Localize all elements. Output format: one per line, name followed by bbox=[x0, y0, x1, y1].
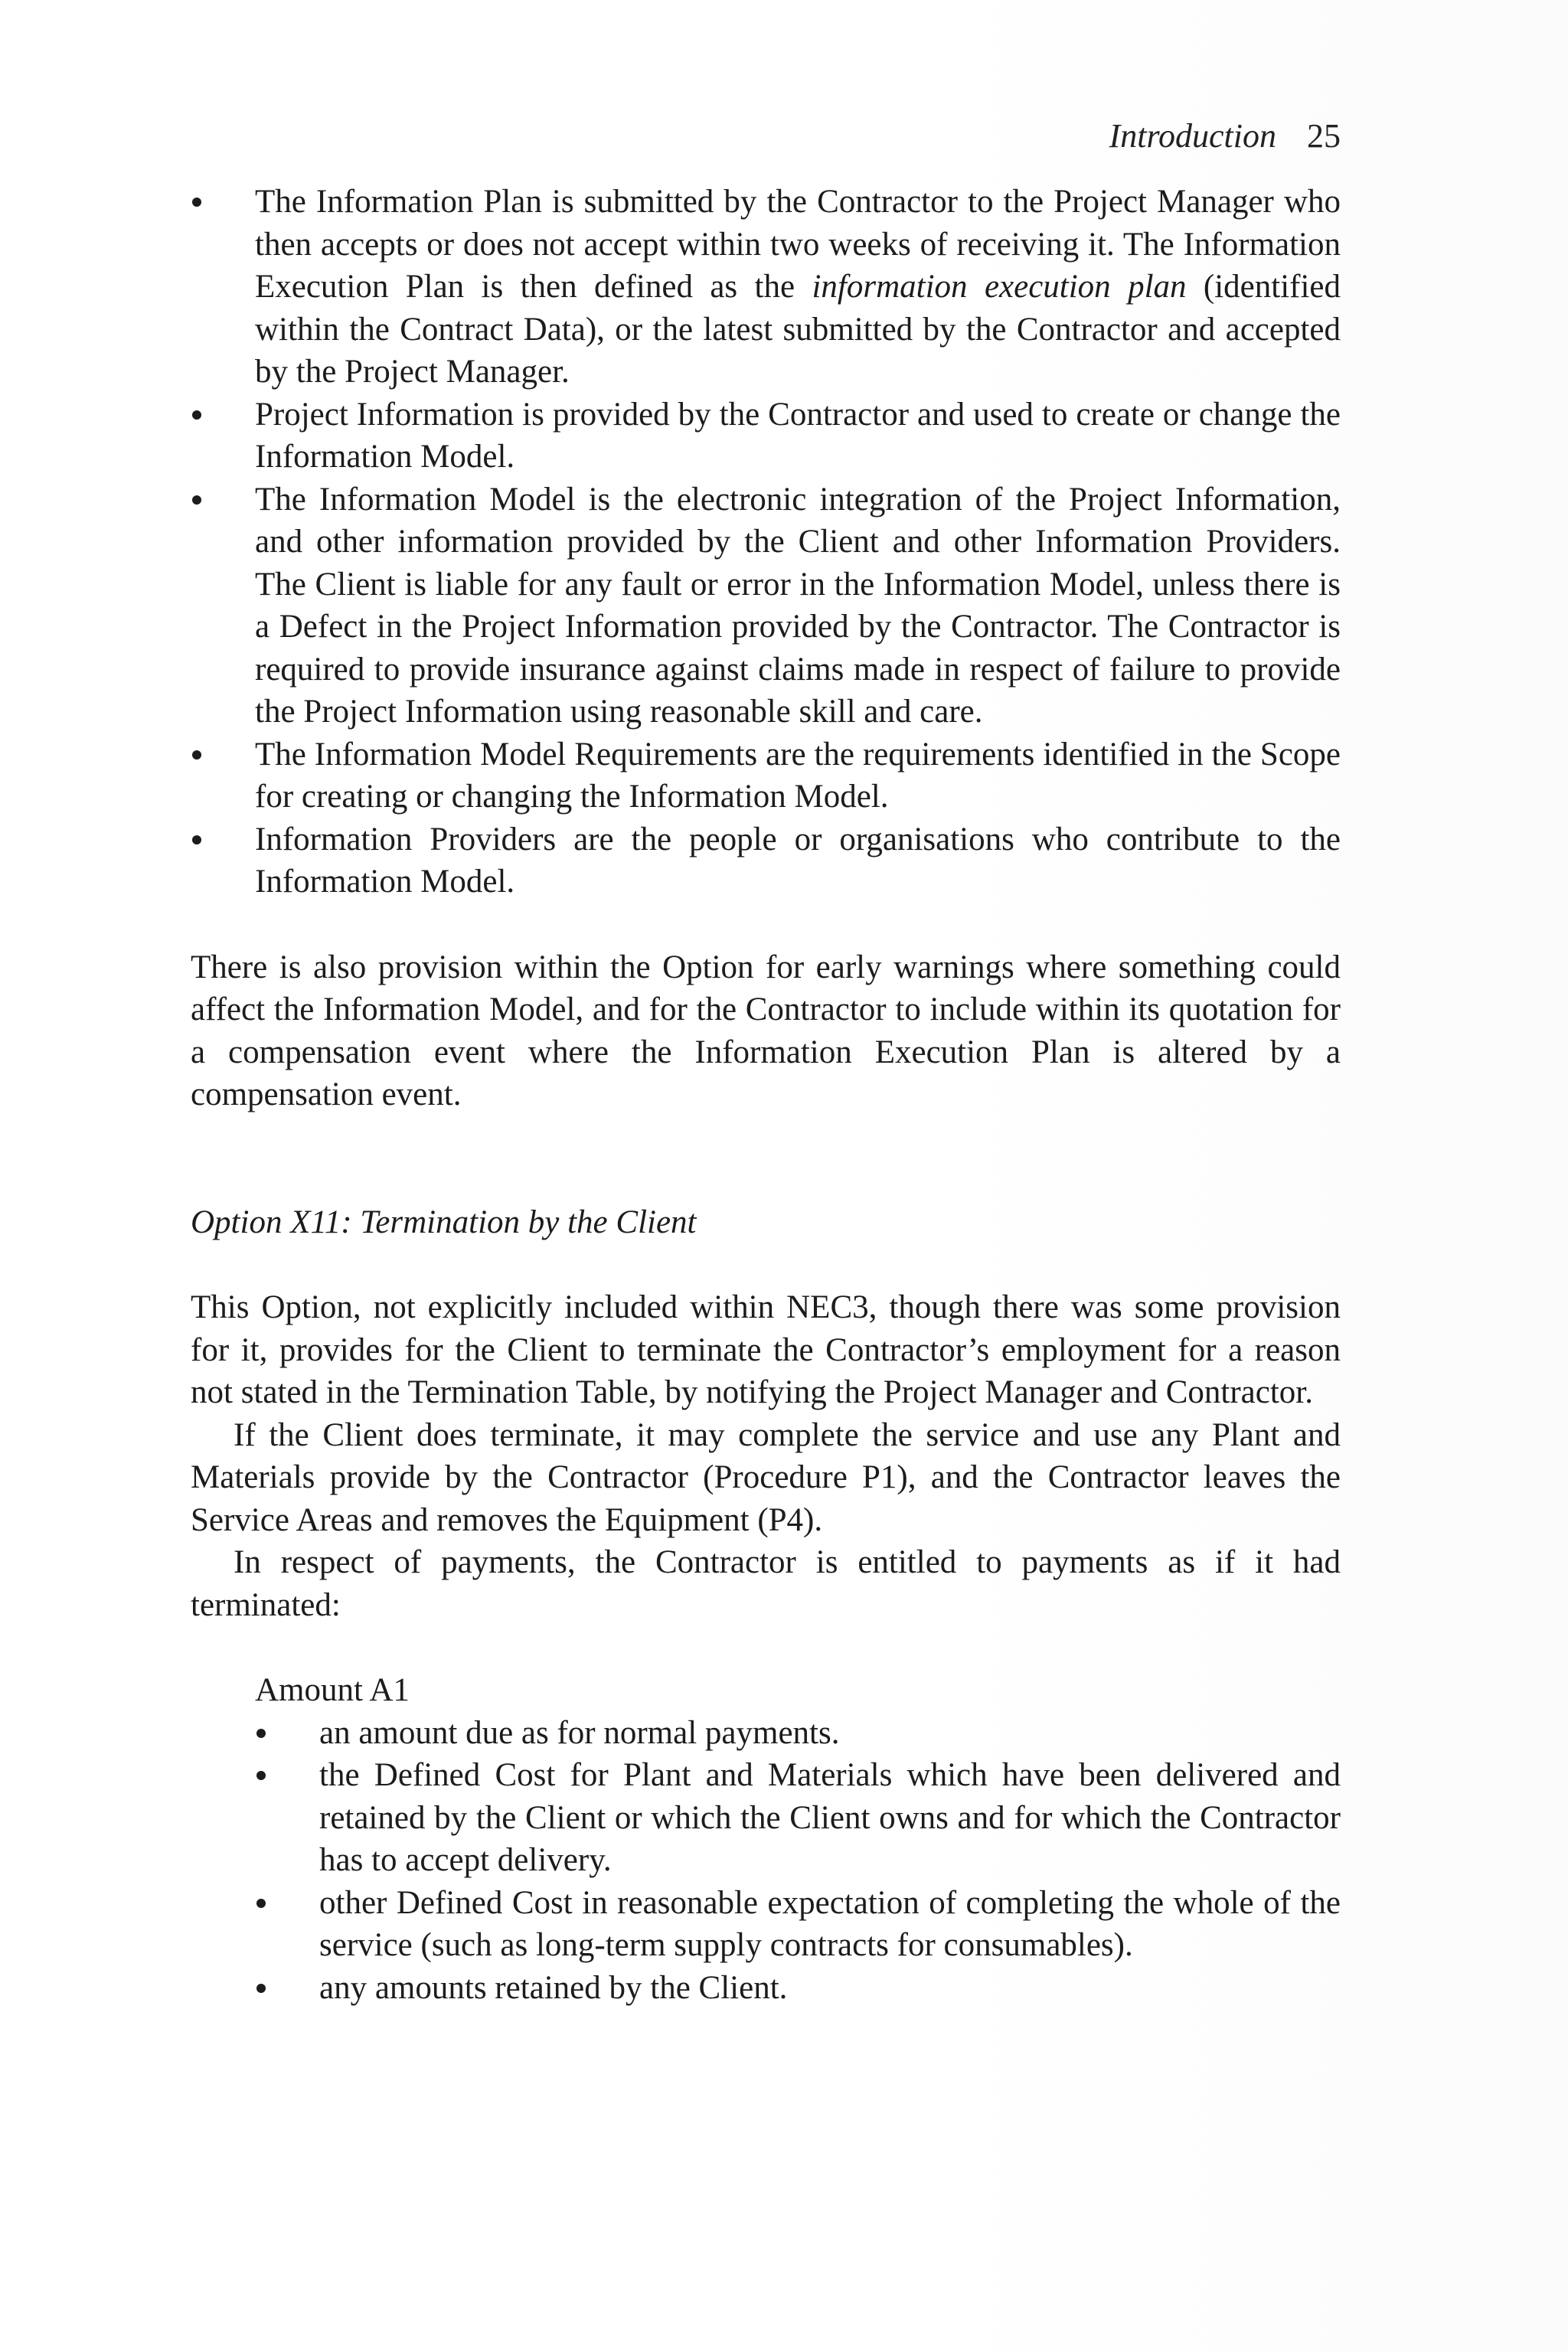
information-bullet-list bbox=[191, 181, 1341, 903]
list-item bbox=[191, 479, 1341, 733]
paragraph-provision: There is also provision within the Option for early warnings where something could affect the Information Model, and for the Contractor to include within its quotation for a compensation event where the Information Execution Plan is altered by a compensation event. bbox=[191, 949, 1341, 1112]
bullet-icon bbox=[192, 750, 201, 760]
list-item bbox=[191, 1712, 1341, 1755]
list-item bbox=[191, 733, 1341, 818]
list-item-text: Information Providers are the people or organisations who contribute to the Information Model. bbox=[255, 821, 1341, 900]
list-item bbox=[191, 181, 1341, 394]
paragraph-option: This Option, not explicitly included within NEC3, though there was some provision for it, provides for the Client to terminate the Contractor’s employment for a reason not stated in the Termination Table, by notifying the Project Manager and Contractor. bbox=[191, 1289, 1341, 1410]
list-item-text-end: (identified within the Contract Data), or the latest submitted by the Contractor and accepted by the Project Manager. bbox=[255, 269, 1341, 390]
list-item-text: Project Information is provided by the Contractor and used to create or change the Information Model. bbox=[255, 396, 1341, 475]
running-head bbox=[1109, 115, 1341, 158]
bullet-icon bbox=[192, 410, 201, 420]
body-text bbox=[191, 181, 1341, 2009]
section-heading: Option X11: Termination by the Client bbox=[191, 1204, 697, 1240]
bullet-icon bbox=[256, 1729, 266, 1738]
list-item bbox=[191, 1967, 1341, 2010]
list-item-text: the Defined Cost for Plant and Materials which have been delivered and retained by the Client or which the Client owns and for which the Contractor has to accept delivery. bbox=[319, 1757, 1341, 1878]
bullet-icon bbox=[192, 835, 201, 844]
list-item bbox=[191, 1754, 1341, 1882]
list-item-text: other Defined Cost in reasonable expectation of completing the whole of the service (such as long-term supply contracts for consumables). bbox=[319, 1884, 1341, 1963]
bullet-icon bbox=[256, 1984, 266, 1993]
paragraph-terminate: If the Client does terminate, it may complete the service and use any Plant and Materials provide by the Contractor (Procedure P1), and the Contractor leaves the Service Areas and removes the Equipment (P4). bbox=[191, 1416, 1341, 1538]
list-item bbox=[191, 818, 1341, 903]
list-item bbox=[191, 394, 1341, 479]
running-head-title: Introduction bbox=[1109, 117, 1276, 155]
list-item-text: The Information Model is the electronic integration of the Project Information, and other information provided by the Client and other Information Providers. The Client is liable for any fault or error in the Information Model, unless there is a Defect in the Project Information provided by the Contractor. The Contractor is required to provide insurance against claims made in respect of failure to provide the Project Information using reasonable skill and care. bbox=[255, 481, 1341, 730]
list-item-text: an amount due as for normal payments. bbox=[319, 1714, 840, 1751]
amount-title: Amount A1 bbox=[255, 1672, 410, 1708]
bullet-icon bbox=[192, 198, 201, 207]
list-item-text: The Information Model Requirements are the requirements identified in the Scope for creating or changing the Information Model. bbox=[255, 736, 1341, 815]
paragraph-payments: In respect of payments, the Contractor is entitled to payments as if it had terminated: bbox=[191, 1544, 1341, 1623]
bullet-icon bbox=[192, 495, 201, 505]
list-item-italic-term: information execution plan bbox=[812, 269, 1187, 305]
page-number: 25 bbox=[1307, 117, 1341, 155]
amount-bullet-list bbox=[191, 1712, 1341, 2010]
list-item-text: any amounts retained by the Client. bbox=[319, 1969, 788, 2006]
bullet-icon bbox=[256, 1771, 266, 1780]
list-item bbox=[191, 1882, 1341, 1967]
bullet-icon bbox=[256, 1899, 266, 1908]
list-item-text-start: The Information Plan is submitted by the Contractor to the Project Manager who then accepts or does not accept within two weeks of receiving it. The Information Execution Plan is then defined as the bbox=[255, 184, 1341, 305]
